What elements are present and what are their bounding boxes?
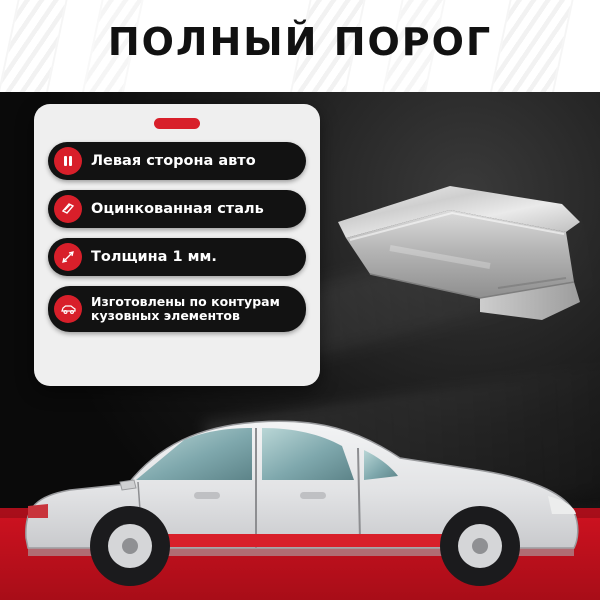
car-icon bbox=[54, 295, 82, 323]
metal-sheet-icon bbox=[54, 195, 82, 223]
feature-item-side bbox=[48, 142, 306, 180]
pause-bars-icon bbox=[54, 147, 82, 175]
feature-label: Левая сторона авто bbox=[91, 152, 256, 169]
page-title: ПОЛНЫЙ ПОРОГ bbox=[107, 20, 493, 64]
feature-item-contours bbox=[48, 286, 306, 332]
feature-label: Оцинкованная сталь bbox=[91, 200, 264, 217]
sedan-side-view bbox=[8, 388, 592, 600]
feature-label-line2: кузовных элементов bbox=[91, 308, 240, 323]
car-sill-metal-part bbox=[330, 170, 590, 330]
feature-label bbox=[91, 295, 280, 323]
title-banner bbox=[0, 0, 600, 92]
feature-item-material bbox=[48, 190, 306, 228]
feature-panel bbox=[34, 104, 320, 386]
thickness-arrows-icon bbox=[54, 243, 82, 271]
panel-handle bbox=[154, 118, 200, 129]
feature-item-thickness bbox=[48, 238, 306, 276]
feature-label-line1: Изготовлены по контурам bbox=[91, 294, 280, 309]
feature-label: Толщина 1 мм. bbox=[91, 248, 217, 265]
feature-list bbox=[48, 142, 306, 342]
